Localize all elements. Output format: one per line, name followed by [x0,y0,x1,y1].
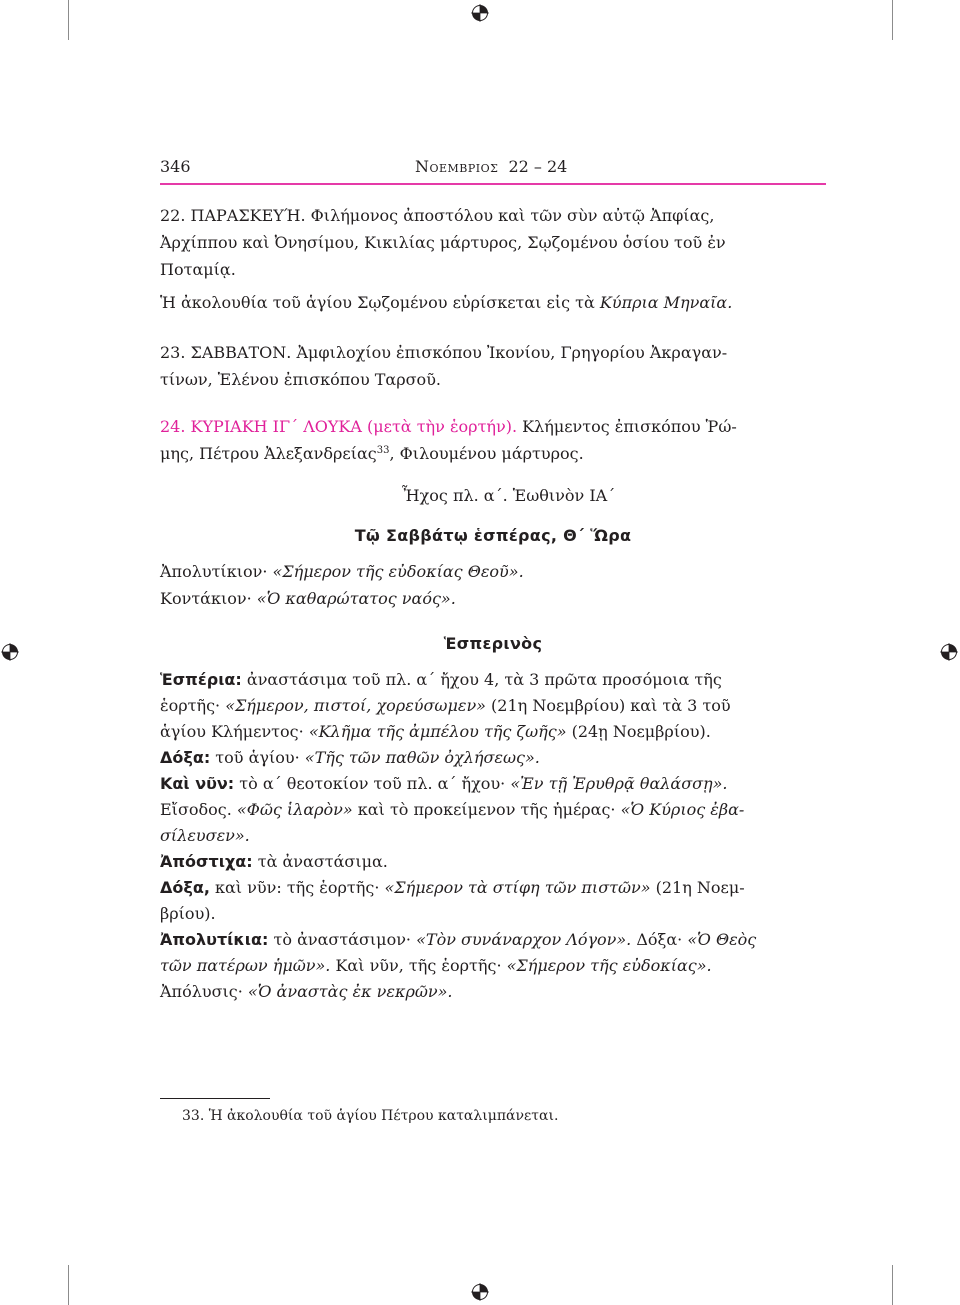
entry-24-text-2: μης, Πέτρου Ἀλεξανδρείας [160,444,377,463]
entry-22-line-2: Ἀρχίππου καὶ Ὀνησίμου, Κικιλίας μάρτυρος, Σῳζομένου ὁσίου τοῦ ἐν [160,233,726,252]
hymn-title: «Σήμερον τῆς εὐδοκίας». [506,956,712,975]
service-note-book: Κύπρια Μηναῖα. [599,293,733,312]
hymn-title: «Ὁ ἀναστὰς ἐκ νεκρῶν». [247,982,453,1001]
vespers-text: καὶ τὸ προκείμενον τῆς ἡμέρας· [352,800,616,819]
hymn-title: «Σήμερον τὰ στίφη τῶν πιστῶν» [384,878,651,897]
vespers-text: Δόξα· [631,930,683,949]
vespers-line-8 [160,849,388,875]
registration-mark-icon [1,643,19,661]
crop-mark-top-left [68,0,69,40]
crop-mark-bottom-right [892,1265,893,1305]
apolytikion-text: «Σήμερον τῆς εὐδοκίας Θεοῦ». [272,562,524,581]
apolytikia-label: Ἀπολυτίκια: [160,930,269,949]
vespers-line-11 [160,927,756,953]
vespers-line-5 [160,771,728,797]
running-header [160,157,826,181]
vespers-eve-heading: Τῷ Σαββάτῳ ἑσπέρας, Θ΄ Ὥρα [354,526,632,545]
hymn-title: «Ὁ Κύριος ἐβα- [620,800,745,819]
vespers-text: ἑορτῆς· [160,696,221,715]
vespers-label: Ἑσπέρια: [160,670,242,689]
vespers-line-4 [160,745,540,771]
vespers-line-7 [160,823,250,849]
vespers-text: (24ῃ Νοεμβρίου). [566,722,711,741]
kontakion-text: «Ὁ καθαρώτατος ναός». [256,589,456,608]
registration-mark-icon [471,1283,489,1301]
hymn-title: «Ὁ Θεὸς [687,930,757,949]
running-title-dates: 22 – 24 [508,157,568,176]
crop-mark-bottom-left [68,1265,69,1305]
vespers-line-3 [160,719,711,745]
service-note-text: Ἡ ἀκολουθία τοῦ ἁγίου Σῳζομένου εὑρίσκεται εἰς τὰ [160,293,595,312]
hymn-title: «Ἐν τῇ Ἐρυθρᾷ θαλάσσῃ». [510,774,728,793]
hymn-title: «Τὸν συνάναρχον Λόγον». [416,930,632,949]
crop-mark-top-right [892,0,893,40]
vespers-line-1 [160,667,722,693]
entry-23-line-1 [160,340,727,366]
vespers-text: (21η Νοεμ- [650,878,745,897]
footnote: 33. Ἡ ἀκολουθία τοῦ ἁγίου Πέτρου καταλιμπάνεται. [182,1108,559,1124]
entry-23-heading: 23. ΣΑΒΒΑΤΟΝ. [160,343,292,362]
vespers-text: ἁγίου Κλήμεντος· [160,722,304,741]
hymn-title: σίλευσεν». [160,826,250,845]
entry-24-heading: 24. ΚΥΡΙΑΚΗ ΙΓ΄ ΛΟΥΚΑ (μετὰ τὴν ἑορτήν). [160,417,518,436]
kontakion-line [160,586,456,612]
vespers-heading: Ἑσπερινὸς [443,634,543,653]
apolytikion-line [160,559,524,585]
vespers-text: ἀναστάσιμα τοῦ πλ. α΄ ἤχου 4, τὰ 3 πρῶτα προσόμοια τῆς [241,670,722,689]
vespers-text: Εἴσοδος. [160,800,232,819]
entry-23-text: Ἀμφιλοχίου ἐπισκόπου Ἰκονίου, Γρηγορίου Ἀκραγαν- [296,343,728,362]
doxa-label: Δόξα, [160,878,210,897]
entry-24-text: Κλήμεντος ἐπισκόπου Ῥώ- [522,417,737,436]
footnote-reference: 33 [376,445,390,456]
entry-22-heading: 22. ΠΑΡΑΣΚΕΥΉ. [160,206,306,225]
hymn-title: «Σήμερον, πιστοί, χορεύσωμεν» [225,696,486,715]
service-note [160,290,732,316]
entry-24-line-2 [160,441,584,467]
entry-22-text: Φιλήμονος ἀποστόλου καὶ τῶν σὺν αὐτῷ Ἀπφίας, [310,206,715,225]
entry-22-line-1 [160,203,714,229]
registration-mark-icon [471,4,489,22]
vespers-line-12 [160,953,712,979]
vespers-line-10: βρίου). [160,904,216,923]
doxa-label: Δόξα: [160,748,211,767]
apolytikion-label: Ἀπολυτίκιον· [160,562,268,581]
vespers-text: τὸ ἀναστάσιμον· [268,930,412,949]
hymn-title: «Φῶς ἱλαρὸν» [236,800,353,819]
hymn-title: «Τῆς τῶν παθῶν ὀχλήσεως». [304,748,540,767]
running-title-month: Νοεμβριος [415,157,499,176]
entry-23-line-2: τίνων, Ἑλένου ἐπισκόπου Ταρσοῦ. [160,370,441,389]
entry-24-text-3: , Φιλουμένου μάρτυρος. [389,444,584,463]
vespers-line-2 [160,693,731,719]
hymn-title: «Κλῆμα τῆς ἀμπέλου τῆς ζωῆς» [308,722,567,741]
registration-mark-icon [940,643,958,661]
aposticha-label: Ἀπόστιχα: [160,852,253,871]
tone-line: Ἦχος πλ. α΄. Ἑωθινὸν ΙΑ΄ [402,486,616,505]
hymn-title: τῶν πατέρων ἡμῶν». [160,956,331,975]
running-title [415,157,567,176]
vespers-line-13 [160,979,453,1005]
kai-nyn-label: Καὶ νῦν: [160,774,235,793]
entry-22-line-3: Ποταμίᾳ. [160,260,236,279]
page-number: 346 [160,157,191,176]
kontakion-label: Κοντάκιον· [160,589,252,608]
vespers-text: Καὶ νῦν, τῆς ἑορτῆς· [330,956,502,975]
vespers-text: τὰ ἀναστάσιμα. [252,852,388,871]
entry-24-line-1 [160,414,737,440]
footnote-rule [160,1098,270,1099]
vespers-line-6 [160,797,744,823]
vespers-text: καὶ νῦν: τῆς ἑορτῆς· [209,878,380,897]
vespers-text: τοῦ ἁγίου· [210,748,300,767]
vespers-text: Ἀπόλυσις· [160,982,243,1001]
vespers-text: (21η Νοεμβρίου) καὶ τὰ 3 τοῦ [485,696,731,715]
header-rule [160,183,826,185]
vespers-line-9 [160,875,745,901]
vespers-text: τὸ α΄ θεοτοκίον τοῦ πλ. α΄ ἤχου· [234,774,506,793]
